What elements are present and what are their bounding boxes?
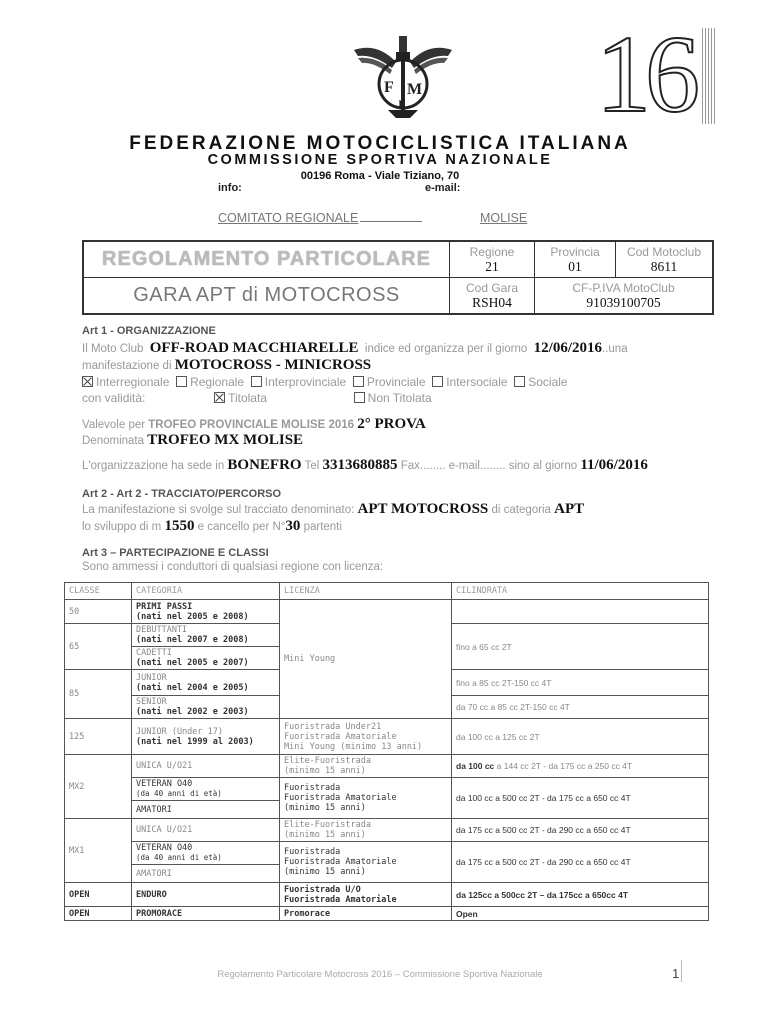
cf-cell — [535, 278, 713, 314]
sociale-checkbox[interactable] — [514, 376, 525, 387]
cf-label: CF-P.IVA MotoClub — [572, 280, 675, 295]
category-sub: (nati nel 2005 e 2008) — [136, 611, 249, 622]
art1-email-label: e-mail — [448, 460, 480, 472]
provincia-label: Provincia — [550, 244, 600, 259]
category-junior — [132, 670, 280, 696]
cylinder-enduro: da 125cc a 500cc 2T – da 175cc a 650cc 4T — [452, 883, 709, 907]
table-row — [65, 600, 709, 624]
title-box — [82, 240, 714, 315]
gara-title-cell — [84, 278, 450, 314]
category-sub: (nati nel 2002 e 2003) — [136, 707, 249, 717]
interregionale-label: Interregionale — [96, 375, 170, 389]
art2-heading: Art 2 - Art 2 - TRACCIATO/PERCORSO — [82, 488, 282, 500]
license-elite — [280, 755, 452, 778]
page-number: 1 — [672, 966, 680, 981]
classes-table — [64, 582, 709, 921]
regionale-label: Regionale — [190, 375, 245, 389]
art2-text-category-label: di categoria — [491, 504, 551, 516]
fmi-logo — [352, 32, 454, 120]
email-label: e-mail: — [425, 182, 461, 194]
regolamento-title-cell — [84, 242, 450, 278]
cylinder-mx1-veteran: da 175 cc a 500 cc 2T - da 290 cc a 650 cc 4T — [452, 842, 709, 883]
cod-gara-label: Cod Gara — [465, 280, 519, 295]
category-label: JUNIOR (Under 17) — [136, 726, 223, 737]
category-sub: (da 40 anni di età) — [136, 789, 222, 798]
class-50: 50 — [65, 600, 132, 624]
provincia-cell — [535, 242, 616, 278]
table-row — [65, 719, 709, 755]
cylinder-bold: da 100 cc — [456, 761, 495, 771]
license-line: (minimo 15 anni) — [284, 766, 366, 776]
license-line: Elite-Fuoristrada — [284, 756, 371, 766]
gate-count: 30 — [285, 518, 301, 534]
decorative-bars — [702, 28, 716, 124]
license-line: Mini Young (minimo 13 anni) — [284, 741, 423, 752]
license-line: Fuoristrada Amatoriale — [284, 731, 397, 742]
category-label: PRIMI PASSI — [136, 601, 193, 612]
category-primi-passi — [132, 600, 280, 624]
art3-heading: Art 3 – PARTECIPAZIONE E CLASSI — [82, 547, 269, 559]
art1-heading: Art 1 - ORGANIZZAZIONE — [82, 325, 216, 337]
category-label: CADETTI — [136, 648, 172, 658]
license-line: (minimo 15 anni) — [284, 803, 366, 813]
art1-denominata — [82, 432, 303, 449]
cod-motoclub-cell — [616, 242, 713, 278]
art3-line1: Sono ammessi i conduttori di qualsiasi regione con licenza: — [82, 561, 384, 573]
cylinder-mx2-veteran: da 100 cc a 500 cc 2T - da 175 cc a 650 cc 4T — [452, 778, 709, 819]
gara-title: GARA APT di MOTOCROSS — [133, 284, 400, 306]
non-titolata-checkbox[interactable] — [354, 392, 365, 403]
titolata-checkbox[interactable] — [214, 392, 225, 403]
cylinder-mx2-unica — [452, 755, 709, 778]
class-mx1: MX1 — [65, 819, 132, 883]
until-value: 11/06/2016 — [580, 457, 648, 473]
category-label: SENIOR — [136, 697, 167, 707]
art2-text-gate-label: e cancello per N° — [197, 521, 286, 533]
provincia-value: 01 — [568, 258, 582, 274]
footer-text: Regolamento Particolare Motocross 2016 – Commissione Sportiva Nazionale — [217, 969, 543, 980]
year-mark — [596, 13, 716, 135]
regione-label: Regione — [469, 244, 515, 259]
event-date: 12/06/2016 — [533, 340, 603, 356]
license-open — [280, 883, 452, 907]
art1-text-indice: indice ed organizza per il giorno — [364, 343, 528, 355]
interprovinciale-label: Interprovinciale — [264, 375, 347, 389]
art2-line1 — [82, 501, 584, 518]
cod-gara-value: RSH04 — [472, 294, 512, 310]
until-label: sino al giorno — [508, 460, 578, 472]
cylinder-65: fino a 65 cc 2T — [452, 624, 709, 670]
valid-for-label: Valevole per — [82, 419, 146, 431]
class-125: 125 — [65, 719, 132, 755]
class-mx2: MX2 — [65, 755, 132, 819]
header-classe: CLASSE — [65, 583, 132, 600]
fax-label: Fax — [400, 460, 420, 472]
cod-gara-cell — [450, 278, 535, 314]
cylinder-125: da 100 cc a 125 cc 2T — [452, 719, 709, 755]
svg-text:I: I — [398, 97, 403, 111]
svg-text:M: M — [407, 81, 423, 98]
club-name: OFF-ROAD MACCHIARELLE — [149, 340, 359, 356]
validity-label: con validità: — [82, 391, 146, 405]
sociale-label: Sociale — [528, 375, 568, 389]
license-line: (minimo 15 anni) — [284, 867, 366, 877]
art2-text-track-label: La manifestazione si svolge sul tracciato denominato: — [82, 504, 355, 516]
cod-motoclub-value: 8611 — [650, 258, 678, 274]
header-cilindrata: CILINDRATA — [452, 583, 709, 600]
regolamento-title: REGOLAMENTO PARTICOLARE — [102, 248, 431, 270]
category-veteran — [132, 842, 280, 865]
regione-cell — [450, 242, 535, 278]
category-enduro: ENDURO — [132, 883, 280, 907]
svg-text:F: F — [384, 79, 394, 96]
table-row — [65, 842, 709, 865]
license-line: Fuoristrada — [284, 847, 341, 857]
provinciale-checkbox[interactable] — [353, 376, 364, 387]
tel-value: 3313680885 — [322, 457, 398, 473]
category-unica: UNICA U/O21 — [132, 819, 280, 842]
cf-value: 91039100705 — [586, 294, 661, 310]
cylinder-85-senior: da 70 cc a 85 cc 2T-150 cc 4T — [452, 696, 709, 719]
commission-title: COMMISSIONE SPORTIVA NAZIONALE — [207, 152, 553, 168]
category-unica: UNICA U/O21 — [132, 755, 280, 778]
table-row — [65, 755, 709, 778]
category-label: DEBUTTANTI — [136, 625, 188, 635]
table-row — [65, 778, 709, 801]
category-senior — [132, 696, 280, 719]
category-label: VETERAN O40 — [136, 779, 193, 789]
track-category: APT — [554, 501, 585, 517]
round: 2° PROVA — [357, 416, 426, 432]
committee-fill-line — [360, 221, 422, 222]
art2-text-length-label: lo sviluppo di m — [82, 521, 162, 533]
license-line: Fuoristrada Amatoriale — [284, 894, 397, 905]
category-debuttanti — [132, 624, 280, 647]
address: 00196 Roma - Viale Tiziano, 70 — [300, 170, 460, 182]
year-number: 16 — [596, 13, 694, 135]
category-label: JUNIOR — [136, 672, 167, 683]
class-65: 65 — [65, 624, 132, 670]
license-line: (minimo 15 anni) — [284, 830, 366, 840]
denominata-label: Denominata — [82, 435, 145, 447]
valid-for-value: TROFEO PROVINCIALE MOLISE 2016 — [148, 419, 355, 431]
license-fuoristrada — [280, 778, 452, 819]
art2-line2 — [82, 518, 342, 535]
license-elite — [280, 819, 452, 842]
sede-value: BONEFRO — [227, 457, 302, 473]
table-header-row — [65, 583, 709, 600]
category-junior17 — [132, 719, 280, 755]
category-sub: (nati nel 1999 al 2003) — [136, 736, 254, 747]
art1-text-manifest: manifestazione di — [82, 360, 172, 372]
category-veteran — [132, 778, 280, 801]
regionale-checkbox[interactable] — [176, 376, 187, 387]
license-promorace: Promorace — [280, 907, 452, 921]
art1-valid-for — [82, 416, 426, 433]
category-cadetti — [132, 647, 280, 670]
license-line: Fuoristrada Under21 — [284, 721, 382, 732]
cylinder-empty — [452, 600, 709, 624]
header-categoria: CATEGORIA — [132, 583, 280, 600]
interprovinciale-checkbox[interactable] — [251, 376, 262, 387]
art1-text-club-label: Il Moto Club — [82, 343, 144, 355]
track-length: 1550 — [164, 518, 195, 534]
sede-label: L'organizzazione ha sede in — [82, 460, 225, 472]
category-promorace: PROMORACE — [132, 907, 280, 921]
art1-options — [82, 375, 568, 389]
tel-label: Tel — [304, 460, 320, 472]
cylinder-promorace: Open — [452, 907, 709, 921]
license-line: Elite-Fuoristrada — [284, 820, 371, 830]
license-125 — [280, 719, 452, 755]
federation-title: FEDERAZIONE MOTOCICLISTICA ITALIANA — [129, 133, 631, 154]
license-line: Fuoristrada Amatoriale — [284, 793, 397, 803]
category-sub: (nati nel 2005 e 2007) — [136, 658, 249, 668]
header-licenza: LICENZA — [280, 583, 452, 600]
interregionale-checkbox[interactable] — [82, 376, 93, 387]
category-sub: (da 40 anni di età) — [136, 853, 222, 862]
art1-validity — [82, 391, 432, 405]
license-mini-young: Mini Young — [280, 600, 452, 719]
art1-text-una: una — [608, 343, 628, 355]
class-open: OPEN — [65, 907, 132, 921]
art1-sede: L'organizzazione ha sede in BONEFRO Tel 3313680885 Fax........ e-mail........ sino al giorno 11/06/2016 — [82, 457, 648, 473]
cylinder-mx1-unica: da 175 cc a 500 cc 2T - da 290 cc a 650 cc 4T — [452, 819, 709, 842]
intersociale-label: Intersociale — [446, 375, 508, 389]
cylinder-rest: a 144 cc 2T - da 175 cc a 250 cc 4T — [496, 761, 633, 771]
regione-value: 21 — [485, 258, 499, 274]
art1-line1: Il Moto Club OFF-ROAD MACCHIARELLE indice ed organizza per il giorno 12/06/2016..una — [82, 340, 628, 356]
license-line: Fuoristrada Amatoriale — [284, 857, 397, 867]
info-label: info: — [218, 182, 242, 194]
category-label: VETERAN O40 — [136, 843, 193, 853]
event-type: MOTOCROSS - MINICROSS — [174, 357, 372, 373]
titolata-label: Titolata — [228, 391, 267, 405]
committee-label: COMITATO REGIONALE — [218, 211, 359, 225]
license-line: Fuoristrada U/O — [284, 884, 361, 895]
track-name: APT MOTOCROSS — [357, 501, 489, 517]
denominata-value: TROFEO MX MOLISE — [147, 432, 304, 448]
table-row — [65, 883, 709, 907]
region-name: MOLISE — [480, 211, 528, 225]
license-fuoristrada — [280, 842, 452, 883]
category-amatori: AMATORI — [132, 801, 280, 819]
cylinder-85-junior: fino a 85 cc 2T-150 cc 4T — [452, 670, 709, 696]
category-sub: (nati nel 2004 e 2005) — [136, 682, 249, 693]
license-line: Fuoristrada — [284, 783, 341, 793]
committee-line — [218, 211, 424, 225]
table-row — [65, 907, 709, 921]
art2-text-partenti: partenti — [303, 521, 342, 533]
page-divider — [681, 960, 682, 982]
provinciale-label: Provinciale — [366, 375, 426, 389]
intersociale-checkbox[interactable] — [432, 376, 443, 387]
class-85: 85 — [65, 670, 132, 719]
category-sub: (nati nel 2007 e 2008) — [136, 635, 249, 645]
class-open: OPEN — [65, 883, 132, 907]
category-amatori: AMATORI — [132, 865, 280, 883]
cod-motoclub-label: Cod Motoclub — [626, 244, 702, 259]
table-row — [65, 819, 709, 842]
art1-line2 — [82, 357, 371, 374]
non-titolata-label: Non Titolata — [367, 391, 432, 405]
